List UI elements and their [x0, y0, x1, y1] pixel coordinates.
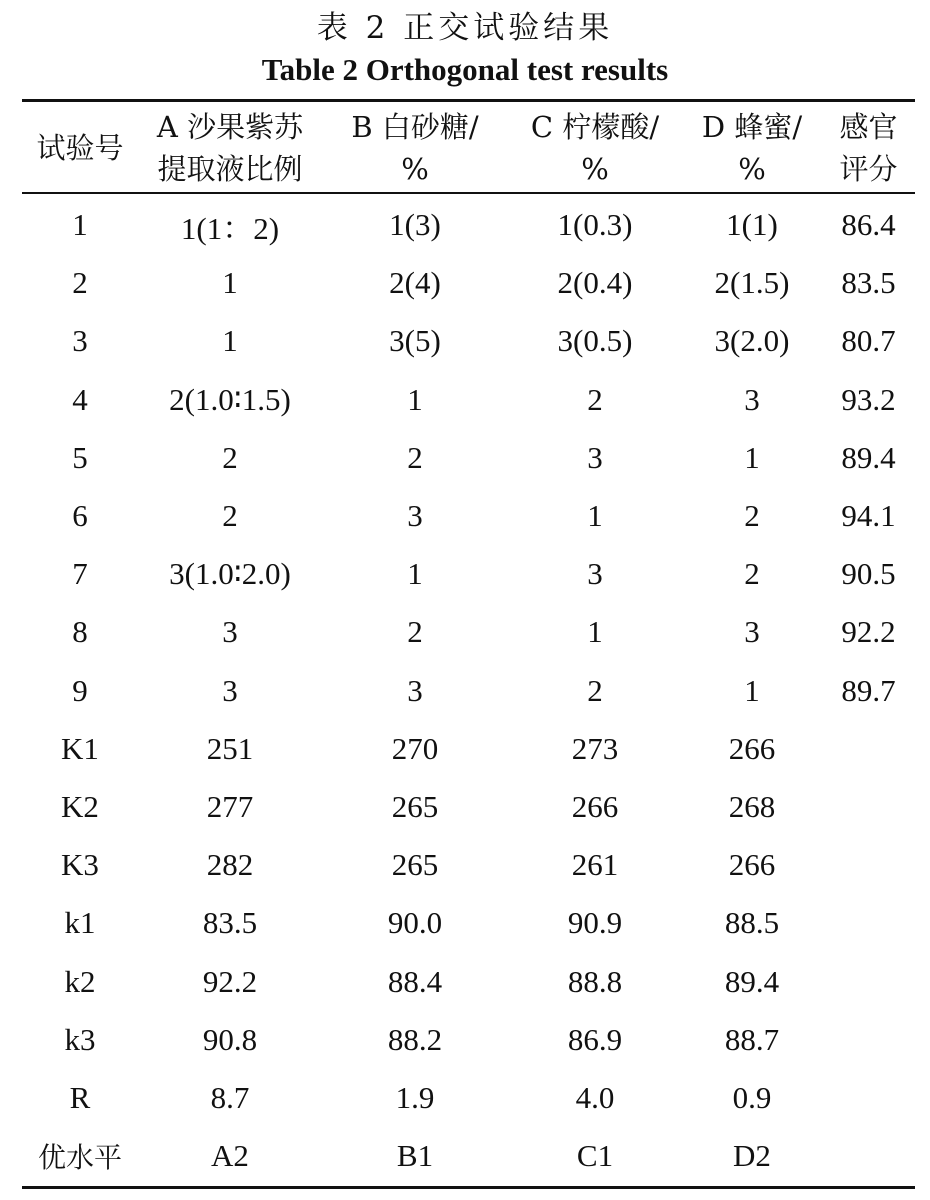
cell-trial: 4: [72, 381, 88, 417]
cell-factor-a: 83.5: [202, 905, 258, 941]
cell-factor-d: 2: [744, 498, 760, 534]
cell-factor-b: 1: [407, 556, 423, 592]
cell-factor-d: 2: [744, 556, 760, 592]
table-row: [22, 778, 915, 836]
header-d-honey: [682, 104, 822, 192]
cell-factor-d: 89.4: [724, 963, 780, 999]
cell-factor-c: C1: [576, 1138, 614, 1174]
cell-trial: k3: [64, 1021, 96, 1057]
table-row: [22, 894, 915, 952]
cell-trial: k2: [64, 963, 96, 999]
cell-trial: 5: [72, 439, 88, 475]
cell-factor-a: 1(1：2): [180, 210, 280, 246]
header-label-line: D 蜂蜜/: [701, 110, 803, 144]
cell-factor-b: 1.9: [395, 1079, 435, 1115]
cell-factor-c: 2: [587, 672, 603, 708]
table-row: [22, 429, 915, 487]
table-row: [22, 720, 915, 778]
cell-sensory-score: 92.2: [841, 614, 896, 650]
table-row: [22, 1069, 915, 1127]
table-row: [22, 254, 915, 312]
cell-factor-c: 1: [587, 498, 603, 534]
header-label-line: 提取液比例: [157, 152, 303, 186]
cell-factor-b: 2: [407, 439, 423, 475]
table-caption-chinese: 表 2 正交试验结果: [316, 10, 614, 46]
cell-factor-c: 4.0: [575, 1079, 615, 1115]
cell-factor-d: D2: [733, 1138, 771, 1174]
cell-factor-a: 92.2: [202, 963, 258, 999]
header-label-line: %: [738, 152, 766, 186]
cell-factor-d: 1: [744, 672, 760, 708]
cell-sensory-score: [822, 1011, 915, 1069]
cell-trial: 7: [72, 556, 88, 592]
cell-sensory-score: 93.2: [841, 381, 896, 417]
cell-trial: K3: [61, 847, 99, 883]
header-sensory-score: [822, 104, 915, 192]
cell-factor-b: 2(4): [389, 265, 441, 301]
cell-trial: R: [69, 1079, 91, 1115]
header-label-line: C 柠檬酸/: [530, 110, 660, 144]
cell-factor-c: 2(0.4): [557, 265, 633, 301]
cell-trial: 3: [72, 323, 88, 359]
cell-factor-a: 277: [206, 788, 254, 824]
table-row: [22, 371, 915, 429]
header-label-line: A 沙果紫苏: [156, 110, 304, 144]
cell-factor-d: 266: [728, 847, 776, 883]
cell-factor-a: 90.8: [202, 1021, 258, 1057]
table-row: [22, 1127, 915, 1185]
table-row: [22, 545, 915, 603]
cell-factor-d: 1(1): [726, 207, 778, 243]
cell-factor-b: 90.0: [387, 905, 443, 941]
cell-factor-b: 270: [391, 730, 439, 766]
cell-factor-d: 2(1.5): [714, 265, 790, 301]
orthogonal-results-table: [22, 104, 915, 1185]
cell-trial: 优水平: [37, 1141, 122, 1175]
cell-factor-d: 268: [728, 788, 776, 824]
cell-factor-b: 3: [407, 672, 423, 708]
cell-sensory-score: 90.5: [841, 556, 896, 592]
cell-factor-d: 3: [744, 614, 760, 650]
header-label-line: 试验号: [36, 131, 124, 165]
cell-factor-c: 88.8: [567, 963, 623, 999]
table-caption-english: Table 2 Orthogonal test results: [261, 52, 669, 87]
cell-factor-b: 1: [407, 381, 423, 417]
cell-sensory-score: [822, 720, 915, 778]
cell-factor-d: 0.9: [732, 1079, 772, 1115]
cell-trial: 8: [72, 614, 88, 650]
cell-factor-a: A2: [211, 1138, 249, 1174]
cell-trial: 2: [72, 265, 88, 301]
table-row: [22, 196, 915, 254]
cell-factor-b: 2: [407, 614, 423, 650]
header-a-extract-ratio: [138, 104, 322, 192]
cell-factor-c: 2: [587, 381, 603, 417]
cell-factor-a: 2: [222, 498, 238, 534]
cell-factor-c: 3: [587, 439, 603, 475]
cell-factor-d: 3: [744, 381, 760, 417]
cell-sensory-score: 80.7: [841, 323, 896, 359]
cell-factor-d: 88.5: [724, 905, 780, 941]
cell-factor-b: 3(5): [389, 323, 441, 359]
header-label-line: 感官: [839, 110, 898, 144]
table-row: [22, 662, 915, 720]
cell-sensory-score: [822, 836, 915, 894]
table-body: [22, 192, 915, 1185]
cell-factor-a: 3: [222, 614, 238, 650]
cell-sensory-score: 94.1: [841, 498, 896, 534]
cell-sensory-score: 86.4: [841, 207, 896, 243]
cell-factor-a: 251: [206, 730, 254, 766]
cell-factor-a: 2(1.0∶1.5): [169, 381, 291, 417]
cell-factor-a: 2: [222, 439, 238, 475]
cell-trial: K1: [61, 730, 99, 766]
cell-factor-b: 88.2: [387, 1021, 443, 1057]
cell-trial: 1: [72, 207, 88, 243]
cell-factor-b: 88.4: [387, 963, 443, 999]
cell-sensory-score: [822, 1127, 915, 1185]
cell-sensory-score: [822, 952, 915, 1010]
cell-factor-c: 266: [571, 788, 619, 824]
cell-sensory-score: 83.5: [841, 265, 896, 301]
table-bottom-rule: [22, 1186, 915, 1189]
header-b-sugar: [322, 104, 508, 192]
cell-sensory-score: [822, 778, 915, 836]
cell-factor-a: 1: [222, 265, 238, 301]
cell-factor-c: 261: [571, 847, 619, 883]
header-label-line: %: [581, 152, 609, 186]
table-top-rule: [22, 99, 915, 102]
table-header: [22, 104, 915, 192]
table-row: [22, 312, 915, 370]
cell-factor-b: 265: [391, 847, 439, 883]
header-row: [22, 104, 915, 192]
cell-factor-a: 282: [206, 847, 254, 883]
cell-factor-b: 265: [391, 788, 439, 824]
header-c-citric-acid: [508, 104, 682, 192]
header-trial-number: [22, 104, 138, 192]
cell-factor-a: 3: [222, 672, 238, 708]
table-row: [22, 952, 915, 1010]
cell-factor-c: 273: [571, 730, 619, 766]
header-label-line: 评分: [839, 152, 898, 186]
cell-factor-c: 1(0.3): [557, 207, 633, 243]
cell-sensory-score: [822, 1069, 915, 1127]
cell-factor-a: 3(1.0∶2.0): [169, 556, 291, 592]
cell-factor-c: 3: [587, 556, 603, 592]
cell-factor-d: 88.7: [724, 1021, 780, 1057]
header-label-line: %: [401, 152, 429, 186]
cell-factor-b: B1: [396, 1138, 434, 1174]
cell-sensory-score: 89.4: [841, 439, 896, 475]
cell-factor-a: 1: [222, 323, 238, 359]
cell-factor-c: 86.9: [567, 1021, 623, 1057]
cell-factor-c: 90.9: [567, 905, 623, 941]
table-row: [22, 1011, 915, 1069]
cell-sensory-score: 89.7: [841, 672, 896, 708]
cell-trial: k1: [64, 905, 96, 941]
table-row: [22, 487, 915, 545]
cell-trial: K2: [61, 788, 99, 824]
cell-factor-c: 3(0.5): [557, 323, 633, 359]
cell-factor-b: 1(3): [389, 207, 441, 243]
cell-sensory-score: [822, 894, 915, 952]
cell-trial: 6: [72, 498, 88, 534]
cell-trial: 9: [72, 672, 88, 708]
cell-factor-c: 1: [587, 614, 603, 650]
cell-factor-d: 3(2.0): [714, 323, 790, 359]
header-label-line: B 白砂糖/: [351, 110, 479, 144]
cell-factor-a: 8.7: [210, 1079, 250, 1115]
cell-factor-b: 3: [407, 498, 423, 534]
cell-factor-d: 1: [744, 439, 760, 475]
cell-factor-d: 266: [728, 730, 776, 766]
table-row: [22, 603, 915, 661]
table-row: [22, 836, 915, 894]
